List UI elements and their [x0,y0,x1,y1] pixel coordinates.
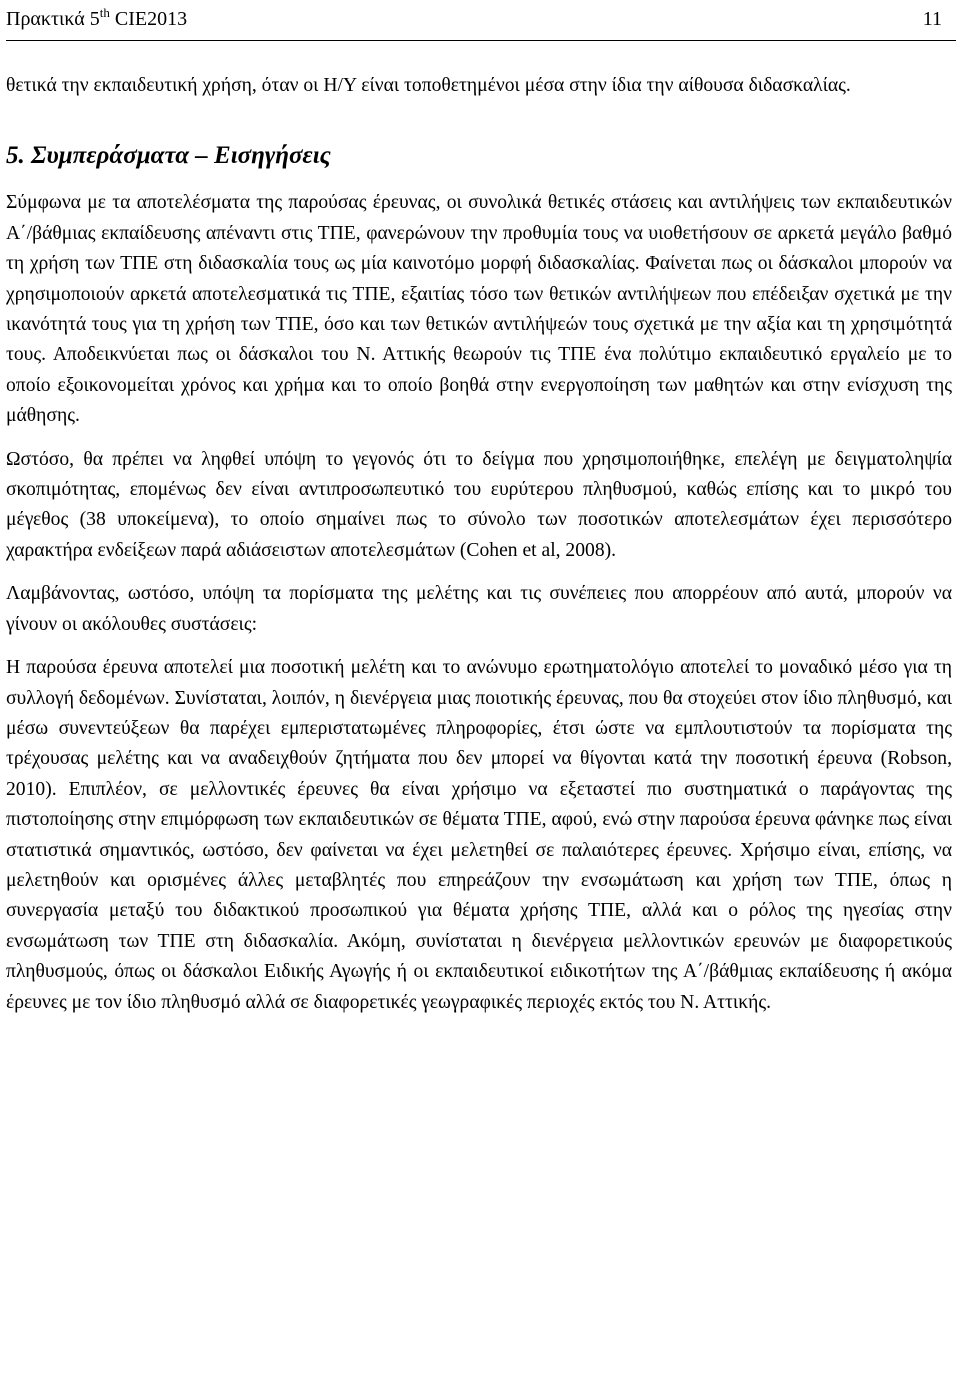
paragraph-recommendations-intro: Λαμβάνοντας, ωστόσο, υπόψη τα πορίσματα της μελέτης και τις συνέπειες που απορρέουν από αυτά, μπορούν να γίνουν οι ακόλουθες συστάσεις: [6,583,952,635]
header-title-prefix: Πρακτικά 5 [6,8,100,30]
paragraph-recommendations: Η παρούσα έρευνα αποτελεί μια ποσοτική μελέτη και το ανώνυμο ερωτηματολόγιο αποτελεί το μοναδικό μέσο για τη συλλογή δεδομένων. Συνίσταται, λοιπόν, η διενέργεια μιας ποιοτικής έρευνας, που θα στοχεύει στον ίδιο πληθυσμό, και μέσω συνεντεύξεων θα παρέχει εμπεριστατωμένες πληροφορίες, έτσι ώστε να εμπλουτιστούν τα πορίσματα της τρέχουσας μελέτης και να αναδειχθούν ζητήματα που δεν μπορεί να θίγονται κατά την ποσοτική έρευνα (Robson, 2010). Επιπλέον, σε μελλοντικές έρευνες θα είναι χρήσιμο να εξεταστεί πιο συστηματικά ο παράγοντας της πιστοποίησης στην επιμόρφωση των εκπαιδευτικών σε θέματα ΤΠΕ, αφού, ενώ στην παρούσα έρευνα φάνηκε πως είναι στατιστικά σημαντικός, ωστόσο, δεν φαίνεται να έχει μελετηθεί σε παλαιότερες έρευνες. Χρήσιμο είναι, επίσης, να μελετηθούν και ορισμένες άλλες μεταβλητές που επηρεάζουν την ενσωμάτωση και χρήση των ΤΠΕ, όπως η συνεργασία μεταξύ του διδακτικού προσωπικού για θέματα χρήσης ΤΠΕ, αλλά και ο ρόλος της ηγεσίας στην ενσωμάτωση των ΤΠΕ στη διδασκαλία. Ακόμη, συνίσταται η διενέργεια μελλοντικών ερευνών με διαφορετικούς πληθυσμούς, όπως οι δάσκαλοι Ειδικής Αγωγής ή οι εκπαιδευτικοί ειδικοτήτων της Α΄/βάθμιας εκπαίδευσης ή ακόμα έρευνες με τον ίδιο πληθυσμό αλλά σε διαφορετικές γεωγραφικές περιοχές εκτός του Ν. Αττικής. [6,657,952,1013]
intro-paragraph: θετικά την εκπαιδευτική χρήση, όταν οι Η/Υ είναι τοποθετημένοι μέσα στην ίδια την αίθουσα διδασκαλίας. [6,75,851,96]
paragraph-conclusions: Σύμφωνα με τα αποτελέσματα της παρούσας έρευνας, οι συνολικά θετικές στάσεις και αντιλήψεις των εκπαιδευτικών Α΄/βάθμιας εκπαίδευσης απέναντι στις ΤΠΕ, φανερώνουν την προθυμία τους να υιοθετήσουν σε αρκετά μεγάλο βαθμό τη χρήση των ΤΠΕ στη διδασκαλία τους ως μία καινοτόμο μορφή διδασκαλίας. Φαίνεται πως οι δάσκαλοι μπορούν να χρησιμοποιούν αρκετά αποτελεσματικά τις ΤΠΕ, εξαιτίας τόσο των θετικών αντιλήψεων που επέδειξαν σχετικά με την ικανότητά τους για τη χρήση των ΤΠΕ, όσο και των θετικών αντιλήψεών τους σχετικά με την αξία και τη χρησιμότητά τους. Αποδεικνύεται πως οι δάσκαλοι του Ν. Αττικής θεωρούν τις ΤΠΕ ένα πολύτιμο εκπαιδευτικό εργαλείο με το οποίο εξοικονομείται χρόνος και χρήμα και το οποίο βοηθά στην ενεργοποίηση των μαθητών και στην ενίσχυση της μάθησης. [6,192,952,427]
header-title-suffix: CIE2013 [109,8,188,30]
page-number: 11 [922,8,942,30]
header-title [6,5,188,31]
page-header [6,0,956,41]
paragraph-limitations: Ωστόσο, θα πρέπει να ληφθεί υπόψη το γεγονός ότι το δείγμα που χρησιμοποιήθηκε, επελέγη με δειγματοληψία σκοπιμότητας, επομένως δεν είναι αντιπροσωπευτικό του ευρύτερου πληθυσμού, καθώς επίσης και το μικρό του μέγεθος (38 υποκείμενα), το οποίο σημαίνει πως το σύνολο των ποσοτικών αποτελεσμάτων έχει περισσότερο χαρακτήρα ενδείξεων παρά αδιάσειστων αποτελεσμάτων (Cohen et al, 2008). [6,448,952,561]
section-heading: 5. Συμπεράσματα – Εισηγήσεις [6,142,331,170]
document-page [6,0,956,1018]
header-title-superscript: th [99,5,110,20]
document-body [6,71,952,1018]
